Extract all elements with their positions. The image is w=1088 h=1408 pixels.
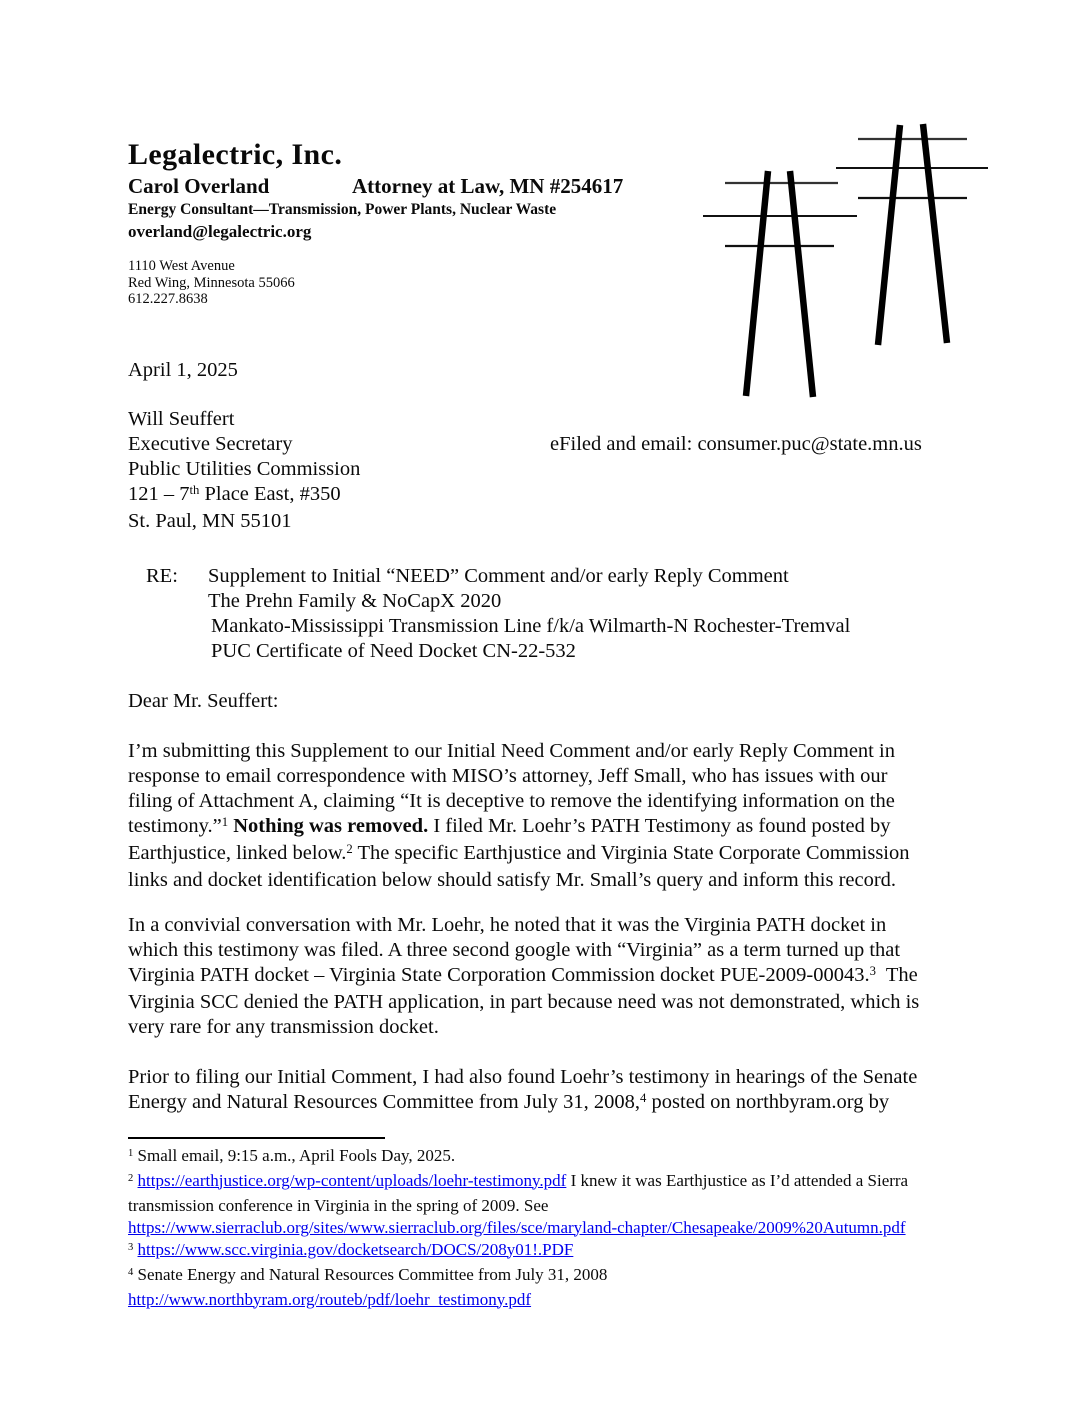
letterhead-email: overland@legalectric.org (128, 222, 312, 241)
footnote-line (128, 1289, 961, 1311)
footnote-separator (128, 1137, 385, 1139)
body-line (128, 739, 961, 764)
footnote-marker: 3 (128, 1241, 134, 1253)
text-segment: Mankato-Mississippi Transmission Line f/k/a Wilmarth-N Rochester-Tremval (211, 614, 851, 637)
body-line (128, 868, 961, 893)
attorney-name: Carol Overland (128, 174, 270, 198)
text-segment: Small email, 9:15 a.m., April Fools Day, 2025. (133, 1145, 456, 1165)
text-segment: Executive Secretary (128, 432, 293, 455)
text-segment: The (875, 963, 918, 986)
footnote-line (128, 1264, 961, 1289)
address-line: Red Wing, Minnesota 55066 (128, 274, 295, 291)
text-segment: PUC Certificate of Need Docket CN-22-532 (211, 639, 576, 662)
body-line (128, 913, 961, 938)
text-segment: 121 – 7 (128, 482, 190, 505)
body-line (128, 841, 961, 868)
footnote-line (128, 1195, 961, 1217)
footnote-marker: 4 (640, 1090, 647, 1105)
body-line (128, 963, 961, 990)
hyperlink[interactable]: https://earthjustice.org/wp-content/uploads/loehr-testimony.pdf (137, 1170, 567, 1190)
footnote-marker: 1 (221, 814, 229, 829)
efiled-note: eFiled and email: consumer.puc@state.mn.us (550, 432, 922, 455)
footnote-line (128, 1239, 961, 1264)
text-segment: The Prehn Family & NoCapX 2020 (208, 589, 502, 612)
text-segment: Public Utilities Commission (128, 457, 361, 480)
text-segment: very rare for any transmission docket. (128, 1015, 439, 1038)
text-segment: Supplement to Initial “NEED” Comment and/or early Reply Comment (208, 564, 789, 587)
recipient-line (128, 457, 961, 482)
footnote (128, 1170, 961, 1239)
recipient-lines (128, 407, 961, 534)
body-paragraph (128, 913, 961, 1040)
text-segment: filing of Attachment A, claiming “It is deceptive to remove the identifying information on the (128, 789, 895, 812)
text-segment: Will Seuffert (128, 407, 235, 430)
footnote-marker: 3 (869, 963, 876, 978)
text-segment: testimony.” (128, 814, 222, 837)
text-segment: Earthjustice, linked below. (128, 841, 347, 864)
text-segment: transmission conference in Virginia in the spring of 2009. See (128, 1195, 549, 1215)
recipient-line (128, 482, 961, 509)
letter-date: April 1, 2025 (128, 358, 238, 381)
footnote-marker: th (189, 482, 200, 497)
text-segment: Prior to filing our Initial Comment, I had also found Loehr’s testimony in hearings of the Senate (128, 1065, 918, 1088)
footnote-line (128, 1145, 961, 1170)
body-line (128, 1065, 961, 1090)
text-segment: I’m submitting this Supplement to our Initial Need Comment and/or early Reply Comment in (128, 739, 895, 762)
body-line (128, 814, 961, 841)
text-segment: I filed Mr. Loehr’s PATH Testimony as found posted by (428, 814, 891, 837)
text-segment: which this testimony was filed. A three second google with “Virginia” as a term turned up that (128, 938, 901, 961)
re-lines (208, 564, 850, 664)
hyperlink[interactable]: https://www.sierraclub.org/sites/www.sierraclub.org/files/sce/maryland-chapter/Chesapeake/2009%20Autumn.pdf (128, 1217, 906, 1237)
body-line (128, 1015, 961, 1040)
footnote (128, 1239, 961, 1264)
letterhead-address (128, 258, 961, 308)
attorney-row (128, 175, 961, 198)
text-segment: response to email correspondence with MISO’s attorney, Jeff Small, who has issues with our (128, 764, 888, 787)
footnote-marker: 2 (346, 841, 353, 856)
re-line (208, 639, 850, 664)
text-segment: links and docket identification below should satisfy Mr. Small’s query and inform this record. (128, 868, 897, 891)
footnote-marker: 2 (128, 1172, 134, 1184)
letter-body (128, 739, 961, 1117)
body-line (128, 789, 961, 814)
footnotes (128, 1145, 961, 1311)
recipient-line (128, 509, 961, 534)
text-segment: Energy and Natural Resources Committee from July 31, 2008, (128, 1090, 641, 1113)
address-line: 612.227.8638 (128, 291, 208, 307)
text-segment: In a convivial conversation with Mr. Loehr, he noted that it was the Virginia PATH docket in (128, 913, 887, 936)
footnote-line (128, 1170, 961, 1195)
letterhead-tagline: Energy Consultant—Transmission, Power Plants, Nuclear Waste (128, 201, 557, 218)
letter-content (128, 0, 961, 1311)
body-line (128, 764, 961, 789)
salutation: Dear Mr. Seuffert: (128, 689, 279, 712)
text-segment: The specific Earthjustice and Virginia State Corporate Commission (352, 841, 910, 864)
address-line: 1110 West Avenue (128, 258, 235, 274)
body-paragraph (128, 1065, 961, 1117)
footnote (128, 1264, 961, 1311)
body-line (128, 990, 961, 1015)
hyperlink[interactable]: https://www.scc.virginia.gov/docketsearch/DOCS/208y01!.PDF (137, 1239, 574, 1259)
text-segment: I knew it was Earthjustice as I’d attended a Sierra (566, 1170, 909, 1190)
attorney-credential: Attorney at Law, MN #254617 (352, 174, 624, 198)
body-line (128, 938, 961, 963)
text-segment: Virginia PATH docket – Virginia State Corporation Commission docket PUE-2009-00043. (128, 963, 870, 986)
hyperlink[interactable]: http://www.northbyram.org/routeb/pdf/loehr_testimony.pdf (128, 1289, 532, 1309)
body-paragraph (128, 739, 961, 893)
footnote (128, 1145, 961, 1170)
re-line (208, 589, 850, 614)
footnote-line (128, 1217, 961, 1239)
text-segment: Nothing was removed. (233, 814, 429, 837)
text-segment: Place East, #350 (199, 482, 341, 505)
letterhead (128, 138, 961, 308)
recipient-line (128, 407, 961, 432)
re-block (128, 564, 961, 664)
recipient-block (128, 407, 961, 534)
footnote-marker: 1 (128, 1147, 134, 1159)
body-line (128, 1090, 961, 1117)
text-segment: Senate Energy and Natural Resources Committee from July 31, 2008 (133, 1264, 608, 1284)
company-name: Legalectric, Inc. (128, 138, 343, 171)
re-line (208, 564, 850, 589)
re-line (208, 614, 850, 639)
text-segment: St. Paul, MN 55101 (128, 509, 292, 532)
re-label: RE: (146, 564, 178, 587)
footnote-marker: 4 (128, 1266, 134, 1278)
text-segment: Virginia SCC denied the PATH application, in part because need was not demonstrated, which is (128, 990, 920, 1013)
text-segment: posted on northbyram.org by (646, 1090, 890, 1113)
